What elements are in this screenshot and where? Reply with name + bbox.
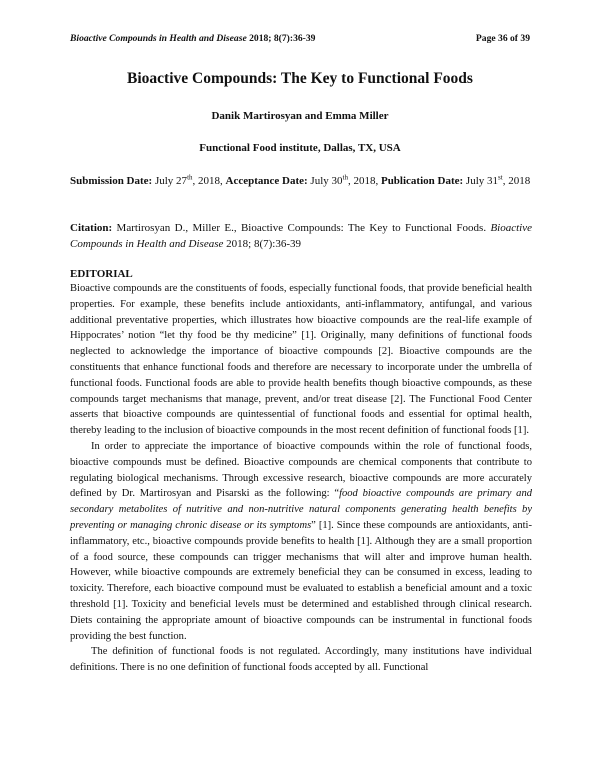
running-header-journal [70, 33, 315, 44]
section-heading: EDITORIAL [70, 268, 133, 280]
citation-reference: 2018; 8(7):36-39 [226, 238, 301, 250]
citation-journal: Bioactive Compounds in Health and Disease [70, 222, 532, 250]
article-body [70, 281, 532, 676]
header-page-number: Page 36 of 39 [475, 33, 530, 44]
acceptance-date: July 30th, 2018, [310, 173, 379, 187]
header-journal-name: Bioactive Compounds in Health and Disease [70, 33, 247, 44]
article-affiliation: Functional Food institute, Dallas, TX, USA [199, 142, 401, 154]
definition-quote: food bioactive compounds are primary and secondary metabolites of nutritive and non-nutritive natural components generating health benefits by preventing or managing chronic disease or its symptoms [70, 488, 532, 531]
paragraph-2: In order to appreciate the importance of bioactive compounds within the role of functional foods, bioactive compounds must be defined. Bioactive compounds are chemical components that contribute to regulating biological mechanisms. Through excessive research, bioactive compounds are more accurately defined by Dr. Martirosyan and Pisarski as the following: “food bioactive compounds are primary and secondary metabolites of nutritive and non-nutritive natural components generating health benefits by preventing or managing chronic disease or its symptoms” [1]. Since these compounds are antioxidants, anti-inflammatory, etc., bioactive compounds provide benefits to health [1]. Although they are a small proportion of a food source, these compounds can trigger mechanisms that will alter and improve human health. However, while bioactive compounds are extremely beneficial they can be consumed in excess, leading to toxicity. Therefore, each bioactive compound must be evaluated to establish a beneficial amount and a toxic threshold [1]. Toxicity and beneficial levels must be determined and established through clinical research. Diets containing the appropriate amount of bioactive compounds can be instrumental in functional foods providing the best function. [70, 440, 532, 642]
paragraph-1: Bioactive compounds are the constituents of foods, especially functional foods, that provide beneficial health properties. For example, these benefits include antioxidants, anti-inflammatory, antifungal, and various additional preventative properties, which illustrates how bioactive compounds are the real-life example of Hippocrates’ notion “let thy food be thy medicine” [1]. Originally, many definitions of functional foods neglected to acknowledge the importance of bioactive compounds [2]. Bioactive compounds are the constituents that enhance functional foods and therefore are necessary to incorporate under the umbrella of functional foods. Functional foods are able to provide health benefits though bioactive compounds, as these compounds target mechanisms that manage, prevent, and/or treat disease [2]. The Functional Food Center asserts that bioactive compounds are quintessential of functional foods and essential for optimal health, thereby leading to the inclusion of bioactive compounds in the most recent definition of functional foods [1]. [70, 283, 532, 437]
paragraph-3: The definition of functional foods is not regulated. Accordingly, many institutions have individual definitions. There is no one definition of functional foods accepted by all. Functional [70, 646, 532, 674]
header-volume: 2018; 8(7):36-39 [249, 33, 316, 44]
submission-date-label: Submission Date: [70, 175, 153, 187]
article-title: Bioactive Compounds: The Key to Functional Foods [127, 70, 473, 87]
citation-block [70, 220, 532, 252]
publication-date-label: Publication Date: [380, 175, 464, 187]
citation-text: Martirosyan D., Miller E., Bioactive Compounds: The Key to Functional Foods. [116, 222, 487, 234]
acceptance-date-label: Acceptance Date: [225, 175, 308, 187]
article-authors: Danik Martirosyan and Emma Miller [211, 110, 389, 122]
publication-dates [70, 173, 532, 189]
submission-date: July 27th, 2018, [154, 173, 223, 187]
citation-label: Citation: [70, 222, 113, 234]
publication-date: July 31st, 2018 [465, 173, 531, 187]
